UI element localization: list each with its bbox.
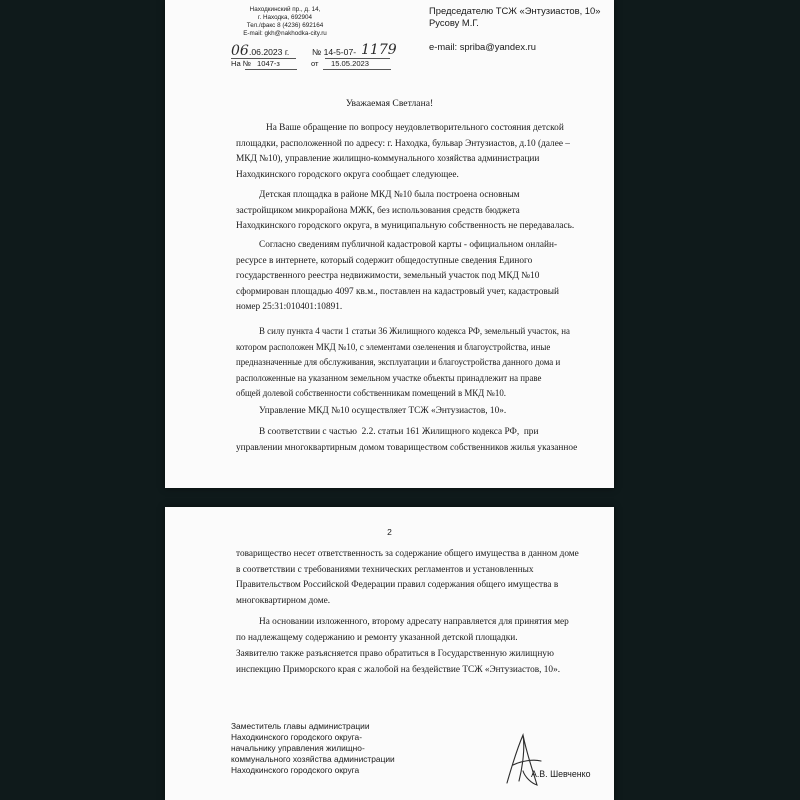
paragraph-line: МКД №10), управление жилищно-коммунального хозяйства администрации <box>236 154 540 164</box>
paragraph-line: Находкинского городского округа сообщает следующее. <box>236 169 459 180</box>
paragraph-line: Находкинского городского округа, в муниципальную собственность не передавалась. <box>236 221 575 231</box>
page-number: 2 <box>387 527 392 537</box>
signatory-title <box>231 721 395 776</box>
paragraph-line: в соответствии с требованиями технических регламентов и установленных <box>236 564 534 575</box>
outgoing-date: .06.2023 г. <box>249 47 290 57</box>
paragraph-line: Детская площадка в районе МКД №10 была построена основным <box>259 190 520 200</box>
letter-page-1 <box>165 0 614 488</box>
letter-page-2 <box>165 507 614 800</box>
paragraph-5 <box>236 404 506 420</box>
paragraph-6 <box>236 425 577 456</box>
signatory-name: А.В. Шевченко <box>531 769 591 779</box>
paragraph-line: расположенные на указанном земельном участке объекты принадлежит на праве <box>236 372 542 383</box>
handwritten-date-day: 06 <box>231 43 249 59</box>
paragraph-line: государственного реестра недвижимости, земельный участок под МКД №10 <box>236 271 540 281</box>
sender-address <box>200 6 370 38</box>
paragraph-8 <box>236 615 569 646</box>
paragraph-4 <box>236 324 570 402</box>
paragraph-line: инспекцию Приморского края с жалобой на бездействие ТСЖ «Энтузиастов, 10». <box>236 664 561 675</box>
signatory-title-line: Находкинского городского округа- <box>231 732 362 742</box>
recipient-email: e-mail: spriba@yandex.ru <box>429 41 536 52</box>
paragraph-line: Правительством Российской Федерации правил содержания общего имущества в <box>236 580 559 590</box>
paragraph-line: ресурсе в интернете, который содержит общедоступные сведения Единого <box>236 255 533 266</box>
paragraph-line: сформирован площадью 4097 кв.м., поставлен на кадастровый учет, кадастровый <box>236 286 560 297</box>
incoming-number-underline <box>245 69 297 70</box>
signatory-title-line: коммунального хозяйства администрации <box>231 754 395 764</box>
paragraph-line: номер 25:31:010401:10891. <box>236 302 343 312</box>
paragraph-9 <box>236 647 560 678</box>
from-label: от <box>311 59 319 68</box>
paragraph-line: площадки, расположенной по адресу: г. Находка, бульвар Энтузиастов, д.10 (далее – <box>236 138 570 149</box>
paragraph-line: Управление МКД №10 осуществляет ТСЖ «Энтузиастов, 10». <box>259 406 507 416</box>
recipient-line2: Русову М.Г. <box>429 17 479 28</box>
paragraph-2 <box>236 188 574 235</box>
sender-phone: Тел./факс 8 (4236) 692164 <box>246 22 324 29</box>
signatory-title-line: Заместитель главы администрации <box>231 721 370 731</box>
sender-address-line1: Находкинский пр., д. 14, <box>249 6 321 13</box>
paragraph-line: В соответствии с частью 2.2. статьи 161 Жилищного кодекса РФ, при <box>259 427 539 437</box>
paragraph-line: Согласно сведениям публичной кадастровой карты - официальном онлайн- <box>259 240 558 250</box>
incoming-number: 1047-з <box>257 59 280 68</box>
paragraph-1 <box>236 121 570 183</box>
paragraph-3 <box>236 238 559 316</box>
paragraph-line: по надлежащему содержанию и ремонту указанной детской площадки. <box>236 632 518 643</box>
paragraph-line: На основании изложенного, второму адресату направляется для принятия мер <box>259 617 569 627</box>
incoming-label: На № <box>231 59 251 68</box>
paragraph-line: Заявителю также разъясняется право обратиться в Государственную жилищную <box>236 649 554 659</box>
outgoing-number: № 14-5-07- <box>312 47 357 57</box>
paragraph-line: многоквартирном доме. <box>236 595 331 606</box>
signatory-title-line: Находкинского городского округа <box>231 765 360 775</box>
signatory-title-line: начальнику управления жилищно- <box>231 743 365 753</box>
paragraph-line: В силу пункта 4 части 1 статьи 36 Жилищного кодекса РФ, земельный участок, на <box>259 326 570 336</box>
incoming-date: 15.05.2023 <box>331 59 370 68</box>
sender-email: E-mail: gkh@nakhodka-city.ru <box>243 30 327 37</box>
recipient-line1: Председателю ТСЖ «Энтузиастов, 10» <box>429 5 601 16</box>
paragraph-line: котором расположен МКД №10, с элементами озеленения и благоустройства, иные <box>236 341 551 352</box>
incoming-date-underline <box>323 69 391 70</box>
paragraph-7 <box>236 547 579 609</box>
handwritten-outgoing-number: 1179 <box>361 42 397 58</box>
handwritten-signature <box>493 725 553 793</box>
paragraph-line: управлении многоквартирным домом товариществом собственников жилья указанное <box>236 442 578 453</box>
paragraph-line: На Ваше обращение по вопросу неудовлетворительного состояния детской <box>266 123 564 133</box>
paragraph-line: застройщиком микрорайона МЖК, без использования средств бюджета <box>236 205 520 216</box>
paragraph-line: предназначенные для обслуживания, эксплуатации и благоустройства данного дома и <box>236 357 561 367</box>
recipient-block <box>429 5 600 53</box>
sender-address-line2: г. Находка, 692904 <box>257 14 313 21</box>
paragraph-line: общей долевой собственности собственникам помещений в МКД №10. <box>236 388 507 398</box>
paragraph-line: товарищество несет ответственность за содержание общего имущества в данном доме <box>236 549 579 559</box>
greeting: Уважаемая Светлана! <box>345 98 434 109</box>
